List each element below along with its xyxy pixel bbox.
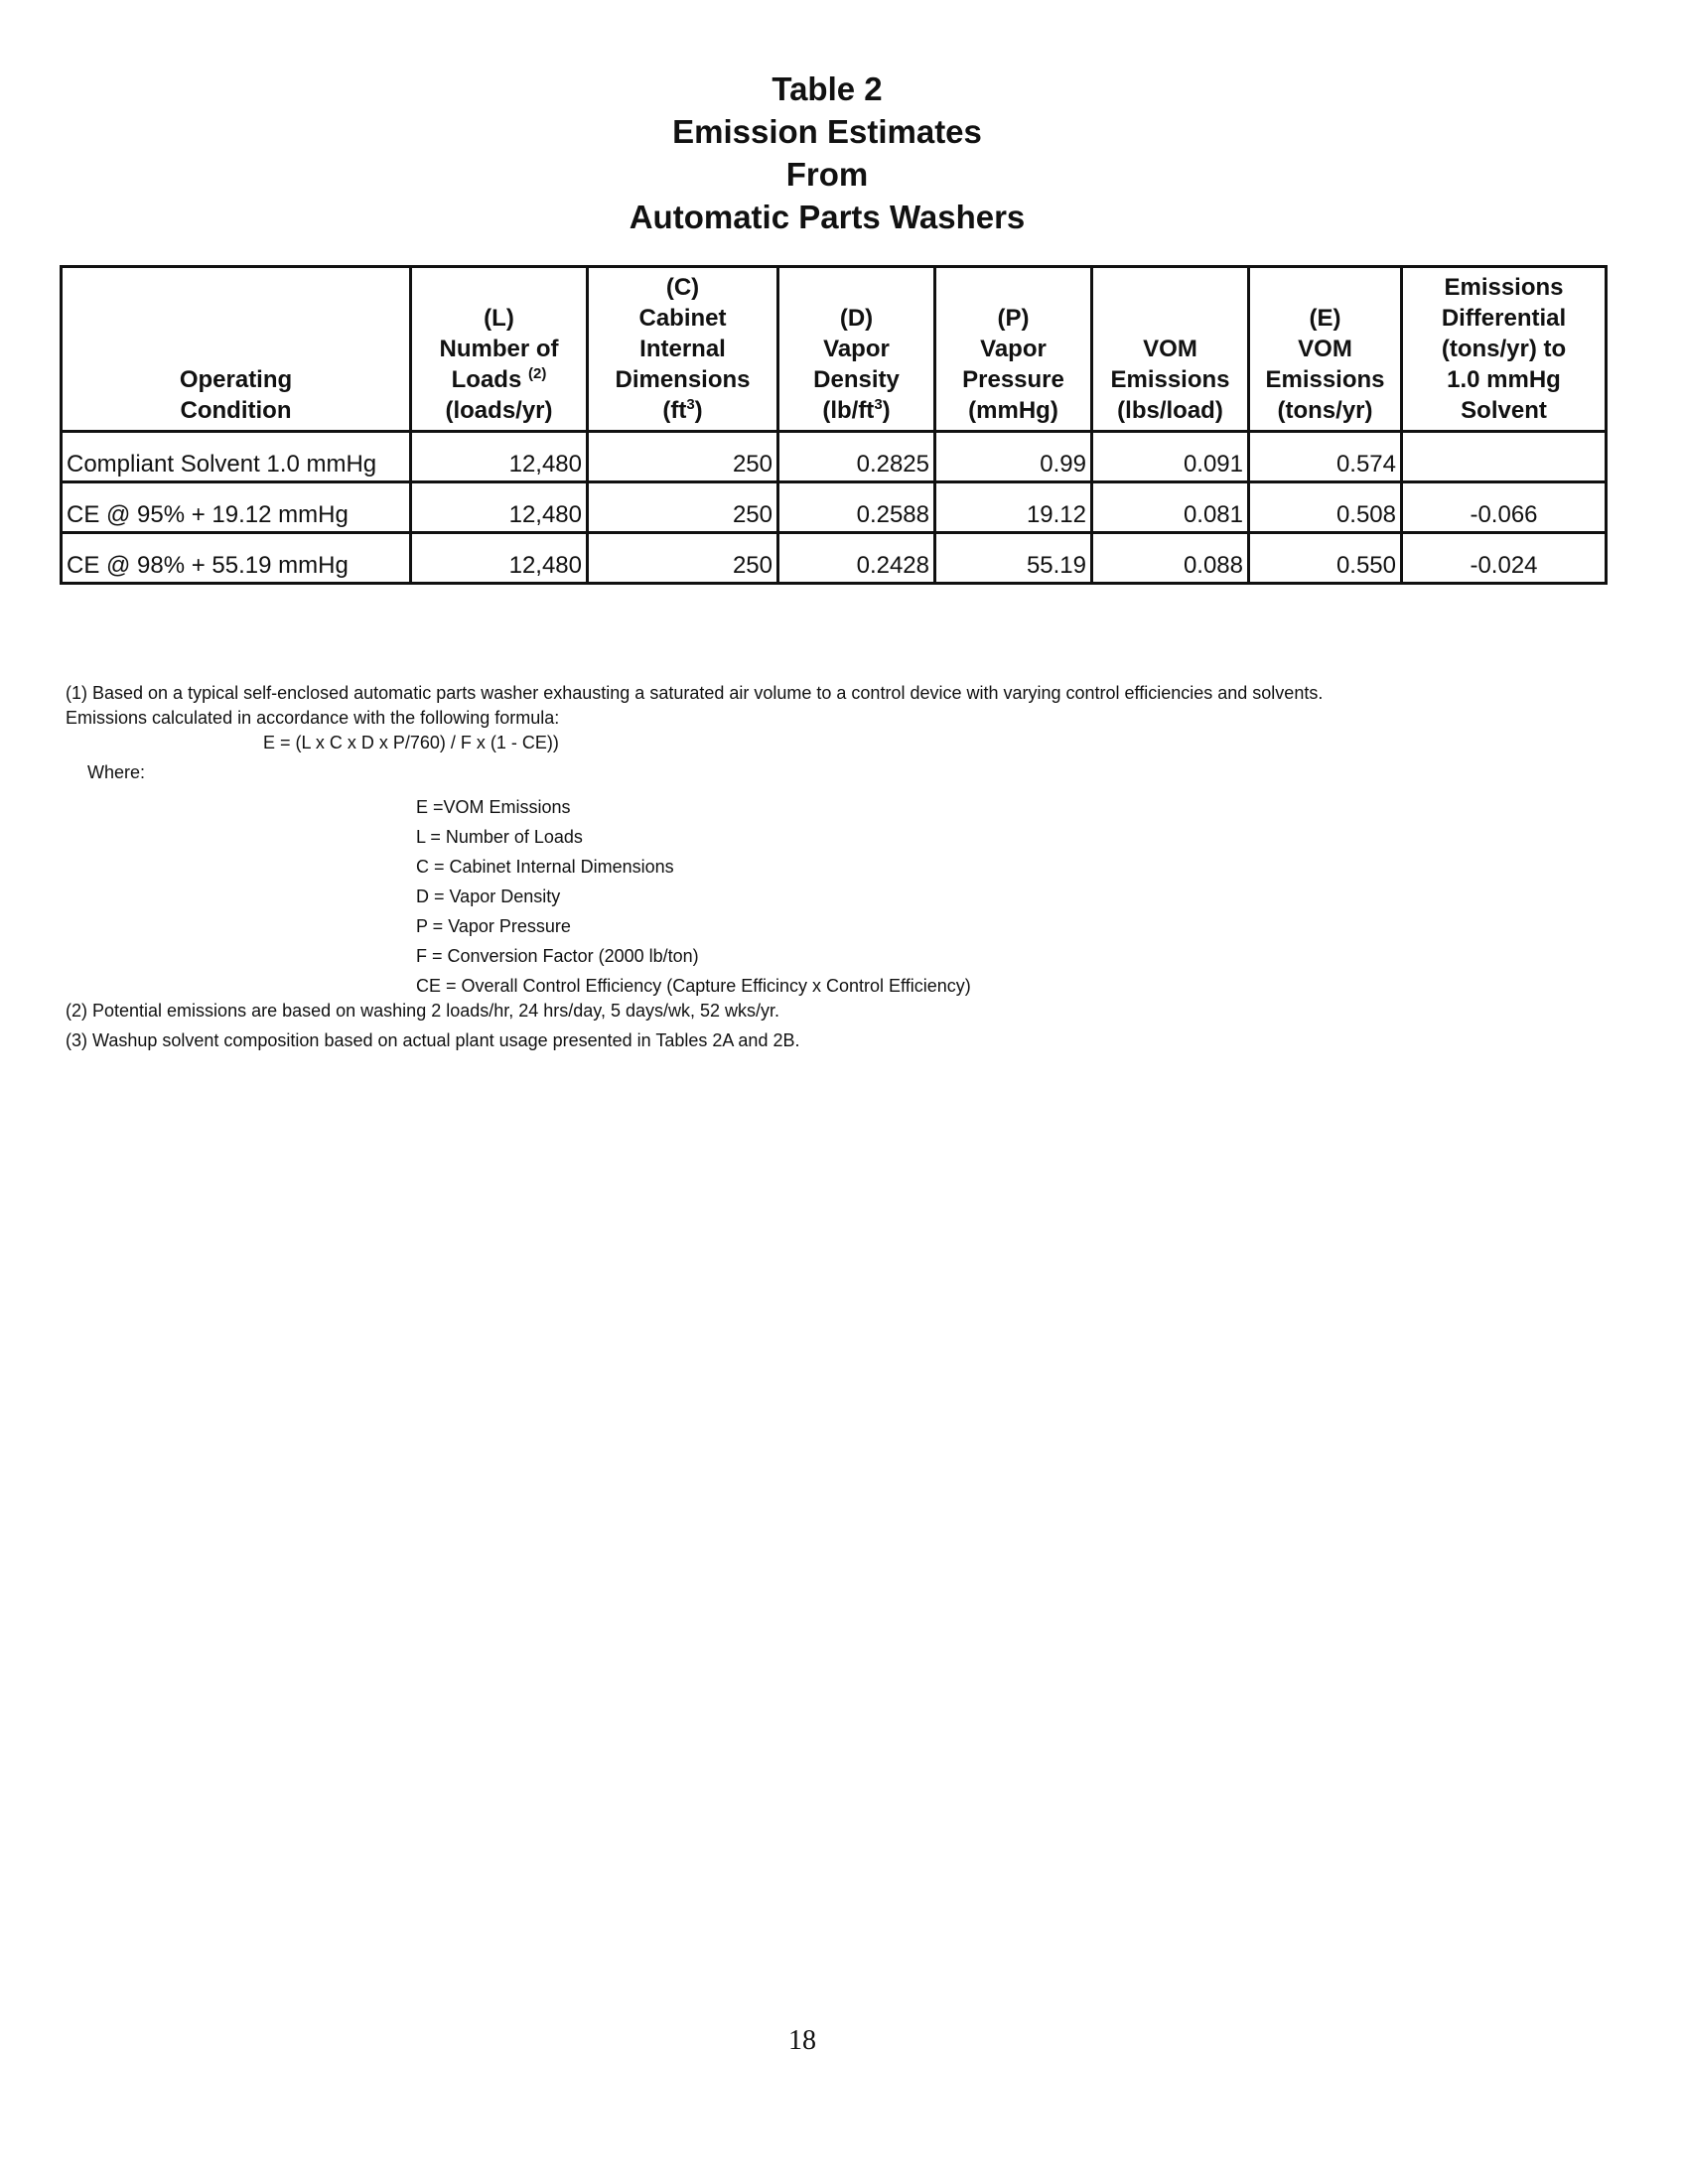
cell-density: 0.2588 [778,482,935,533]
emissions-table [60,265,1608,585]
cell-condition: CE @ 98% + 55.19 mmHg [62,533,411,584]
header-vapor-pressure: (P) Vapor Pressure (mmHg) [935,267,1092,432]
cell-differential: -0.066 [1402,482,1607,533]
cell-vom-lbs: 0.081 [1092,482,1249,533]
definition-item: C = Cabinet Internal Dimensions [416,857,674,877]
footnote-3: (3) Washup solvent composition based on actual plant usage presented in Tables 2A and 2B. [66,1030,800,1050]
cell-density: 0.2428 [778,533,935,584]
cell-cabinet: 250 [588,482,778,533]
cell-vom-tons: 0.508 [1249,482,1402,533]
cell-loads: 12,480 [411,533,588,584]
page-number: 18 [788,2025,816,2056]
header-cabinet-dimensions: (C) Cabinet Internal Dimensions $(ft^3)$ [588,267,778,432]
definition-item: P = Vapor Pressure [416,916,571,936]
cell-pressure: 19.12 [935,482,1092,533]
header-vom-emissions-tons: (E) VOM Emissions (tons/yr) [1249,267,1402,432]
footnote-1-line-1: (1) Based on a typical self-enclosed automatic parts washer exhausting a saturated air volume to a control device with varying control efficiencies and solvents. [66,683,1324,703]
cell-condition: CE @ 95% + 19.12 mmHg [62,482,411,533]
definition-item: D = Vapor Density [416,887,561,906]
cell-vom-tons: 0.550 [1249,533,1402,584]
definition-item: E =VOM Emissions [416,797,571,817]
table-row [62,482,1607,533]
cell-loads: 12,480 [411,482,588,533]
cell-density: 0.2825 [778,432,935,482]
title-line-4: Automatic Parts Washers [629,199,1026,235]
emission-formula: E = (L x C x D x P/760) / F x (1 - CE)) [263,733,559,752]
cell-differential [1402,432,1607,482]
header-operating-condition: Operating Condition [62,267,411,432]
header-emissions-differential: Emissions Differential (tons/yr) to 1.0 mmHg Solvent [1402,267,1607,432]
definition-item: CE = Overall Control Efficiency (Capture Efficincy x Control Efficiency) [416,976,971,996]
footnote-2: (2) Potential emissions are based on washing 2 loads/hr, 24 hrs/day, 5 days/wk, 52 wks/yr. [66,1001,780,1021]
header-vapor-density: (D) Vapor Density $(lb/ft^3)$ [778,267,935,432]
cell-pressure: 0.99 [935,432,1092,482]
cell-differential: -0.024 [1402,533,1607,584]
cell-condition: Compliant Solvent 1.0 mmHg [62,432,411,482]
variable-definitions [416,792,971,1001]
footnote-1-line-2: Emissions calculated in accordance with the following formula: [66,708,560,728]
table-header-row [62,267,1607,432]
cell-pressure: 55.19 [935,533,1092,584]
table-row [62,533,1607,584]
definition-item: F = Conversion Factor (2000 lb/ton) [416,946,699,966]
header-number-of-loads: (L) Number of Loads $^{(2)}$ (loads/yr) [411,267,588,432]
definition-item: L = Number of Loads [416,827,583,847]
footnote-1 [66,681,1614,731]
title-line-3: From [785,156,869,193]
title-line-1: Table 2 [772,70,883,107]
cell-vom-lbs: 0.088 [1092,533,1249,584]
table-row [62,432,1607,482]
cell-vom-lbs: 0.091 [1092,432,1249,482]
cell-loads: 12,480 [411,432,588,482]
cell-vom-tons: 0.574 [1249,432,1402,482]
table-title [0,68,1684,238]
cell-cabinet: 250 [588,432,778,482]
header-vom-emissions-lbs: VOM Emissions (lbs/load) [1092,267,1249,432]
where-label: Where: [87,762,146,782]
title-line-2: Emission Estimates [672,113,982,150]
cell-cabinet: 250 [588,533,778,584]
